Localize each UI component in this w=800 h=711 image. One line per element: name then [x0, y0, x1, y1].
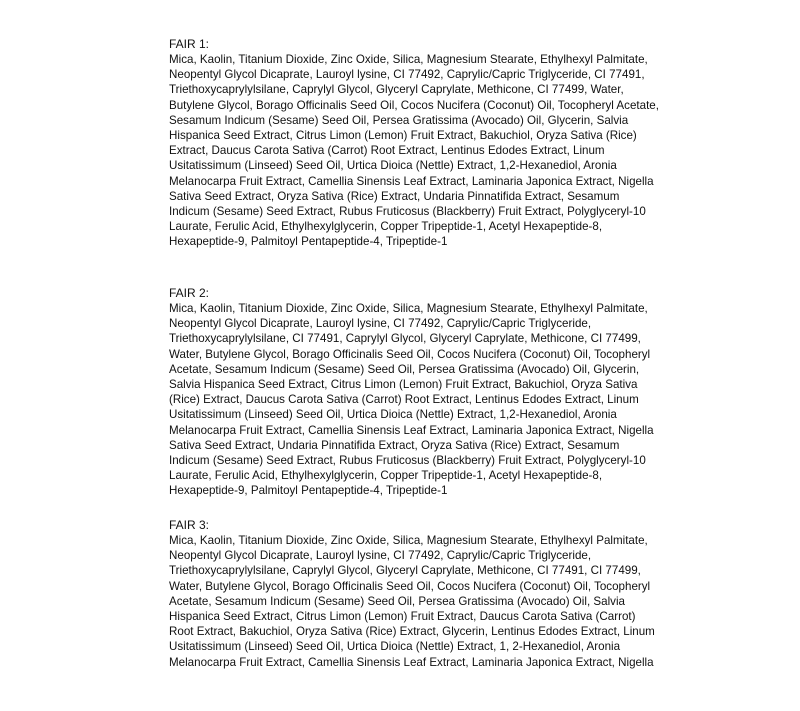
ingredient-line: Indicum (Sesame) Seed Extract, Rubus Fruticosus (Blackberry) Fruit Extract, Polyglyceryl-10 [169, 454, 646, 468]
ingredient-line: Water, Butylene Glycol, Borago Officinalis Seed Oil, Cocos Nucifera (Coconut) Oil, Tocopheryl [169, 347, 651, 361]
ingredient-line: Laurate, Ferulic Acid, Ethylhexylglycerin, Copper Tripeptide-1, Acetyl Hexapeptide-8, [169, 220, 603, 234]
ingredient-line: Hispanica Seed Extract, Citrus Limon (Lemon) Fruit Extract, Bakuchiol, Oryza Sativa (Rice) [169, 129, 637, 143]
ingredient-line: Usitatissimum (Linseed) Seed Oil, Urtica Dioica (Nettle) Extract, 1, 2-Hexanediol, Aronia [169, 640, 621, 654]
ingredient-line: Triethoxycaprylylsilane, CI 77491, Caprylyl Glycol, Glyceryl Caprylate, Methicone, CI 77499, [169, 332, 641, 346]
ingredient-line: (Rice) Extract, Daucus Carota Sativa (Carrot) Root Extract, Lentinus Edodes Extract, Linum [169, 393, 639, 407]
ingredient-line: Acetate, Sesamum Indicum (Sesame) Seed Oil, Persea Gratissima (Avocado) Oil, Salvia [169, 594, 625, 608]
section-title: FAIR 3: [169, 518, 210, 532]
ingredient-line: Mica, Kaolin, Titanium Dioxide, Zinc Oxide, Silica, Magnesium Stearate, Ethylhexyl Palmitate, [169, 53, 648, 66]
ingredient-line: Indicum (Sesame) Seed Extract, Rubus Fruticosus (Blackberry) Fruit Extract, Polyglyceryl-10 [169, 205, 646, 219]
ingredient-line: Sesamum Indicum (Sesame) Seed Oil, Persea Gratissima (Avocado) Oil, Glycerin, Salvia [169, 113, 629, 127]
ingredient-section-fair-3 [169, 518, 655, 670]
section-title: FAIR 2: [169, 286, 210, 300]
ingredient-line: Root Extract, Bakuchiol, Oryza Sativa (Rice) Extract, Glycerin, Lentinus Edodes Extract, Linum [169, 625, 655, 639]
ingredient-line: Sativa Seed Extract, Oryza Sativa (Rice) Extract, Undaria Pinnatifida Extract, Sesamum [169, 189, 620, 203]
ingredient-line: Hexapeptide-9, Palmitoyl Pentapeptide-4, Tripeptide-1 [169, 235, 448, 249]
ingredient-line: Mica, Kaolin, Titanium Dioxide, Zinc Oxide, Silica, Magnesium Stearate, Ethylhexyl Palmitate, [169, 534, 648, 547]
ingredient-line: Hexapeptide-9, Palmitoyl Pentapeptide-4, Tripeptide-1 [169, 484, 448, 498]
ingredient-line: Sativa Seed Extract, Undaria Pinnatifida Extract, Oryza Sativa (Rice) Extract, Sesamum [169, 438, 620, 452]
ingredient-line: Melanocarpa Fruit Extract, Camellia Sinensis Leaf Extract, Laminaria Japonica Extract, Nigella [169, 174, 654, 188]
ingredient-line: Melanocarpa Fruit Extract, Camellia Sinensis Leaf Extract, Laminaria Japonica Extract, Nigella [169, 655, 654, 669]
ingredient-line: Triethoxycaprylylsilane, Caprylyl Glycol, Glyceryl Caprylate, Methicone, CI 77499, Water, [169, 83, 624, 97]
section-title: FAIR 1: [169, 37, 210, 51]
ingredient-line: Hispanica Seed Extract, Citrus Limon (Lemon) Fruit Extract, Daucus Carota Sativa (Carrot) [169, 610, 636, 624]
ingredient-line: Water, Butylene Glycol, Borago Officinalis Seed Oil, Cocos Nucifera (Coconut) Oil, Tocopheryl [169, 579, 651, 593]
ingredient-line: Acetate, Sesamum Indicum (Sesame) Seed Oil, Persea Gratissima (Avocado) Oil, Glycerin, [169, 362, 640, 376]
ingredient-section-fair-2 [169, 286, 654, 499]
ingredient-line: Salvia Hispanica Seed Extract, Citrus Limon (Lemon) Fruit Extract, Bakuchiol, Oryza Sativa [169, 378, 638, 392]
ingredient-line: Neopentyl Glycol Dicaprate, Lauroyl lysine, CI 77492, Caprylic/Capric Triglyceride, [169, 549, 592, 563]
ingredient-section-fair-1 [169, 37, 659, 250]
ingredient-line: Triethoxycaprylylsilane, Caprylyl Glycol, Glyceryl Caprylate, Methicone, CI 77491, CI 77499, [169, 564, 641, 578]
ingredient-line: Extract, Daucus Carota Sativa (Carrot) Root Extract, Lentinus Edodes Extract, Linum [169, 144, 605, 158]
ingredient-line: Usitatissimum (Linseed) Seed Oil, Urtica Dioica (Nettle) Extract, 1,2-Hexanediol, Aronia [169, 159, 617, 173]
ingredient-line: Butylene Glycol, Borago Officinalis Seed Oil, Cocos Nucifera (Coconut) Oil, Tocopheryl Acetate, [169, 98, 659, 112]
ingredient-line: Neopentyl Glycol Dicaprate, Lauroyl lysine, CI 77492, Caprylic/Capric Triglyceride, CI 77491, [169, 68, 645, 82]
ingredient-line: Mica, Kaolin, Titanium Dioxide, Zinc Oxide, Silica, Magnesium Stearate, Ethylhexyl Palmitate, [169, 302, 648, 315]
ingredient-line: Usitatissimum (Linseed) Seed Oil, Urtica Dioica (Nettle) Extract, 1,2-Hexanediol, Aronia [169, 408, 617, 422]
ingredient-line: Laurate, Ferulic Acid, Ethylhexylglycerin, Copper Tripeptide-1, Acetyl Hexapeptide-8, [169, 469, 603, 483]
ingredient-line: Melanocarpa Fruit Extract, Camellia Sinensis Leaf Extract, Laminaria Japonica Extract, Nigella [169, 423, 654, 437]
ingredient-line: Neopentyl Glycol Dicaprate, Lauroyl lysine, CI 77492, Caprylic/Capric Triglyceride, [169, 317, 592, 331]
